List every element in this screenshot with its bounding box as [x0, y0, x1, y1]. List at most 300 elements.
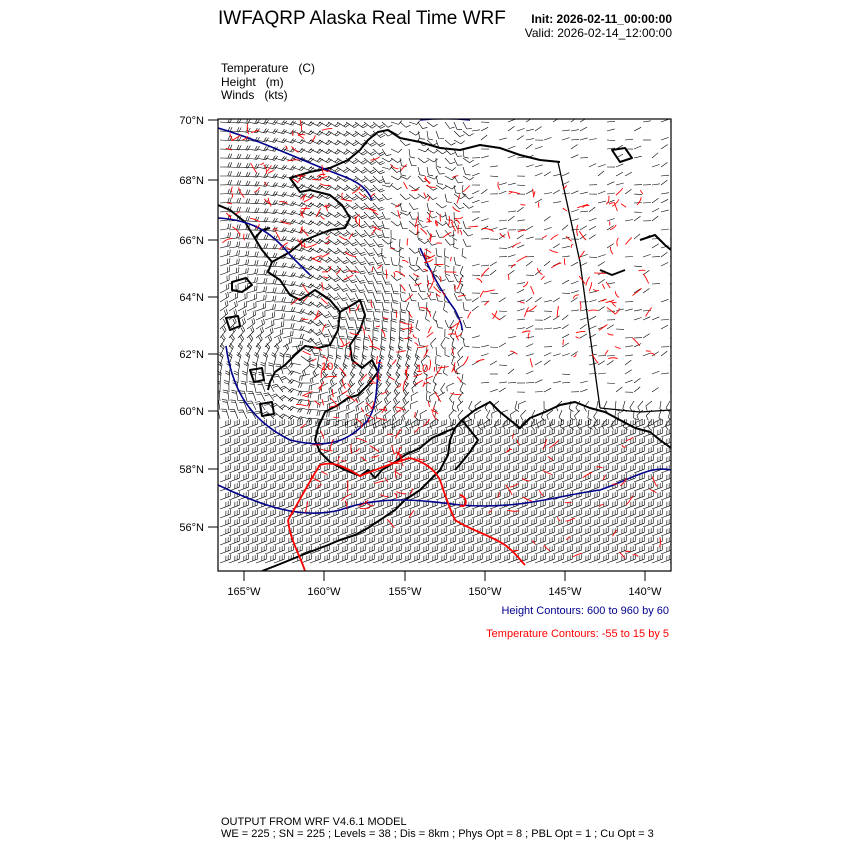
- wind-barb: [472, 361, 479, 365]
- wind-barb: [457, 401, 463, 411]
- wind-barb: [499, 311, 507, 312]
- wind-barb: [508, 352, 515, 356]
- wind-barb: [399, 257, 403, 267]
- wind-barb: [444, 248, 449, 258]
- temperature-contour-segment: [231, 187, 232, 192]
- wind-barb: [427, 122, 438, 127]
- wind-barb: [607, 121, 615, 122]
- wind-barb: [508, 216, 514, 221]
- wind-barb: [229, 301, 237, 311]
- temperature-contour-segment: [236, 212, 241, 214]
- temperature-contour-segment: [626, 237, 632, 244]
- wind-barb: [274, 305, 285, 311]
- wind-barb: [571, 352, 578, 357]
- lat-label: 56°N: [179, 522, 204, 534]
- temperature-contour-segment: [301, 206, 307, 216]
- wind-barb: [220, 198, 231, 204]
- temperature-contour-segment: [389, 377, 395, 381]
- wind-barb: [220, 428, 230, 437]
- temperature-contour-segment: [637, 197, 641, 205]
- lat-label: 58°N: [179, 464, 204, 476]
- wind-barb: [418, 158, 429, 163]
- temperature-contour-segment: [615, 308, 619, 314]
- wind-barb: [418, 302, 425, 311]
- wind-barb: [283, 331, 293, 339]
- wind-barb: [589, 218, 597, 221]
- temperature-contour-segment: [509, 192, 513, 194]
- wind-barb: [436, 320, 443, 328]
- wind-barb: [634, 318, 642, 321]
- temperature-contour-segment: [395, 468, 396, 478]
- temperature-contour-segment: [579, 251, 585, 259]
- wind-barb: [364, 257, 375, 265]
- temperature-contour-segment: [273, 229, 278, 230]
- wind-barb: [526, 118, 533, 122]
- wind-barb: [319, 329, 330, 337]
- wind-barb: [280, 395, 292, 401]
- wind-barb: [499, 256, 507, 257]
- wind-barb: [571, 210, 579, 213]
- wind-barb: [499, 228, 507, 230]
- wind-barb: [625, 220, 633, 222]
- temperature-contour-segment: [455, 217, 463, 219]
- wind-barb: [392, 419, 400, 430]
- wind-barb: [457, 356, 463, 366]
- wind-barb: [598, 171, 604, 176]
- wind-barb: [571, 281, 579, 284]
- wind-barb: [544, 193, 552, 195]
- temperature-contour-segment: [577, 225, 578, 236]
- height-contour-legend: Height Contours: 600 to 960 by 60: [501, 605, 669, 617]
- wind-barb: [508, 265, 516, 266]
- wind-barb: [553, 202, 561, 203]
- wind-barb: [355, 284, 365, 293]
- wind-barb: [661, 180, 667, 185]
- wind-barb: [373, 284, 382, 293]
- wind-barb: [336, 347, 341, 359]
- wind-barb: [562, 225, 568, 230]
- wind-barb: [544, 316, 551, 320]
- wind-barb: [458, 347, 463, 357]
- temperature-contour-segment: [513, 434, 514, 439]
- wind-barb: [661, 175, 669, 176]
- wind-barb: [220, 241, 231, 248]
- wind-barb: [382, 176, 390, 183]
- wind-barb: [508, 155, 515, 158]
- lon-label: 150°W: [468, 586, 502, 598]
- wind-barb: [462, 374, 466, 385]
- temperature-contour-segment: [311, 258, 321, 262]
- wind-barb: [589, 345, 597, 347]
- wind-barb: [580, 192, 588, 194]
- temperature-contour-segment: [427, 332, 434, 337]
- wind-barb: [418, 239, 429, 244]
- temperature-contour-segment: [522, 331, 530, 333]
- wind-barb: [427, 203, 434, 212]
- wind-barb: [544, 360, 550, 365]
- wind-barb: [220, 545, 230, 554]
- temperature-contour-segment: [619, 552, 625, 559]
- wind-barb: [472, 264, 480, 266]
- wind-barb: [607, 129, 615, 131]
- wind-barb: [301, 356, 313, 362]
- field-winds: Winds (kts): [221, 88, 288, 102]
- wind-barb: [634, 194, 642, 195]
- wind-barb: [526, 297, 532, 302]
- temperature-contour-segment: [383, 317, 388, 319]
- temperature-contour-segment: [244, 234, 245, 241]
- wind-barb: [220, 446, 230, 455]
- wind-barb: [589, 300, 597, 302]
- wind-barb: [220, 500, 230, 509]
- wind-barb: [310, 356, 315, 368]
- wind-barb: [625, 346, 633, 347]
- wind-barb: [499, 298, 506, 302]
- wind-barb: [544, 172, 551, 176]
- wind-barb: [472, 200, 480, 203]
- temperature-contour-segment: [588, 310, 597, 311]
- wind-barb: [445, 140, 456, 145]
- wind-barb: [382, 149, 391, 156]
- temperature-contour-segment: [260, 163, 264, 165]
- international-border: [558, 162, 671, 412]
- temperature-contour-segment: [326, 236, 330, 240]
- wind-barb: [519, 401, 526, 409]
- wind-barb: [391, 176, 402, 180]
- temperature-contour-segment: [508, 231, 510, 238]
- wind-barb: [373, 320, 379, 331]
- temperature-contour-segment: [402, 260, 408, 263]
- wind-barb: [265, 320, 274, 329]
- wind-barb: [661, 229, 669, 230]
- wind-barb: [526, 226, 533, 230]
- wind-barb: [580, 211, 588, 212]
- wind-barb: [309, 383, 319, 391]
- temperature-contour-segment: [434, 367, 435, 372]
- wind-barb: [634, 127, 641, 131]
- wind-barb: [481, 189, 487, 194]
- temperature-contour-segment: [480, 291, 484, 298]
- temperature-contour-segment: [387, 434, 393, 435]
- wind-barb: [499, 382, 507, 383]
- wind-barb: [652, 198, 659, 203]
- wind-barb: [220, 224, 231, 230]
- wind-barb: [247, 343, 252, 356]
- temperature-contour-legend: Temperature Contours: -55 to 15 by 5: [486, 628, 669, 640]
- wind-barb: [454, 122, 462, 129]
- wind-barb: [373, 266, 383, 275]
- temperature-contour-segment: [510, 483, 518, 487]
- temperature-contour-segment: [450, 257, 451, 261]
- wind-barb: [301, 275, 314, 279]
- wind-barb: [328, 320, 338, 329]
- wind-barb: [625, 380, 633, 383]
- wind-barb: [280, 386, 292, 392]
- wind-barb: [364, 248, 375, 256]
- wind-barb: [526, 165, 534, 167]
- wind-barb: [661, 262, 668, 266]
- wind-barb: [661, 193, 669, 194]
- wind-barb: [445, 194, 452, 203]
- wind-barb: [544, 353, 551, 356]
- wind-barb: [456, 365, 463, 374]
- wind-barb: [544, 281, 551, 284]
- wind-barb: [409, 212, 417, 219]
- wind-barb: [310, 320, 322, 326]
- wind-barb: [553, 354, 561, 356]
- wind-barb: [257, 382, 265, 392]
- wind-barb: [238, 301, 247, 311]
- wind-barb: [373, 149, 385, 156]
- temperature-contour-segment: [484, 290, 495, 292]
- wind-barb: [229, 309, 237, 320]
- wind-barb: [463, 230, 473, 236]
- wind-barb: [562, 315, 568, 320]
- wind-barb: [418, 293, 428, 300]
- wind-barb: [355, 311, 363, 321]
- wind-barb: [661, 325, 668, 329]
- wind-barb: [373, 275, 382, 284]
- temperature-contour-segment: [455, 285, 456, 290]
- temperature-contour-segment: [549, 250, 558, 253]
- wind-barb: [445, 329, 450, 339]
- wind-barb: [391, 212, 402, 216]
- wind-barb: [411, 392, 418, 401]
- temperature-contour-segment: [425, 376, 433, 379]
- temperature-contour-segment: [644, 274, 649, 284]
- wind-barb: [598, 279, 605, 284]
- wind-barb: [445, 347, 450, 357]
- temperature-contour-segment: [541, 276, 544, 280]
- wind-barb: [382, 311, 388, 322]
- wind-barb: [490, 176, 498, 177]
- wind-barb: [383, 419, 391, 430]
- wind-barb: [517, 185, 525, 186]
- wind-barb: [589, 139, 597, 141]
- wind-barb: [436, 131, 444, 139]
- wind-barb: [499, 343, 506, 347]
- wind-barb: [436, 257, 441, 267]
- wind-barb: [220, 267, 230, 276]
- wind-barb: [427, 383, 432, 393]
- temperature-contour-segment: [341, 342, 350, 347]
- wind-barb: [589, 226, 596, 230]
- wind-barb: [607, 325, 614, 329]
- wind-barb: [441, 338, 445, 349]
- wind-barb: [553, 118, 560, 122]
- wind-barb: [580, 138, 588, 140]
- temperature-contour-segment: [312, 180, 321, 181]
- temperature-contour-segment: [594, 273, 606, 274]
- temperature-contour-segment: [360, 507, 370, 508]
- temperature-contour-segment: [433, 414, 437, 420]
- temperature-contour-segment: [519, 302, 524, 304]
- wind-barb: [616, 164, 623, 167]
- wind-barb: [220, 300, 228, 311]
- temperature-contour-segment: [563, 208, 568, 211]
- wind-barb: [418, 212, 423, 222]
- wind-barb: [490, 389, 498, 392]
- wind-barb: [598, 164, 606, 167]
- wind-barb: [481, 265, 489, 266]
- wind-barb: [256, 286, 267, 293]
- wind-barb: [607, 219, 615, 222]
- wind-barb: [346, 311, 355, 320]
- temperature-contour-segment: [438, 366, 449, 368]
- wind-barb: [373, 167, 385, 174]
- wind-barb: [256, 295, 266, 302]
- wind-barb: [604, 401, 608, 412]
- temperature-contour-segment: [323, 324, 326, 331]
- wind-barb: [388, 347, 393, 360]
- wind-barb: [562, 138, 570, 140]
- wind-barb: [418, 131, 425, 139]
- wind-barb: [391, 257, 398, 266]
- wind-barb: [418, 230, 423, 240]
- temperature-contour-segment: [428, 327, 431, 334]
- wind-barb: [263, 393, 274, 401]
- wind-barb: [373, 302, 381, 312]
- wind-barb: [517, 309, 525, 311]
- temperature-contour-segment: [563, 340, 564, 345]
- wind-barb: [490, 293, 498, 294]
- temperature-contour-segment: [339, 236, 347, 240]
- temperature-contour-segment: [593, 290, 599, 291]
- wind-barb: [598, 255, 606, 258]
- wind-barb: [508, 369, 514, 374]
- wind-barb: [535, 297, 542, 302]
- wind-barb: [588, 410, 592, 420]
- wind-barb: [220, 284, 229, 294]
- temperature-contour-segment: [439, 276, 441, 282]
- model-version: OUTPUT FROM WRF V4.6.1 MODEL: [221, 816, 407, 828]
- wind-barb: [400, 221, 408, 229]
- wind-barb: [230, 410, 239, 419]
- wind-barb: [391, 293, 398, 303]
- temperature-contour-segment: [409, 312, 412, 317]
- wind-barb: [220, 527, 230, 536]
- wind-barb: [373, 293, 381, 303]
- model-config: WE = 225 ; SN = 225 ; Levels = 38 ; Dis = 8km ; Phys Opt = 8 ; PBL Opt = 1 ; Cu Opt = 3: [221, 828, 654, 840]
- wind-barb: [661, 162, 668, 167]
- temperature-contour-segment: [455, 331, 458, 341]
- wind-barb: [247, 269, 258, 276]
- temperature-contours: [222, 120, 660, 558]
- wind-barb: [213, 409, 220, 419]
- wind-barb: [607, 283, 615, 284]
- wind-barb: [553, 174, 561, 176]
- wind-barb: [472, 191, 479, 194]
- wind-barb: [416, 320, 420, 331]
- wind-barb: [544, 227, 552, 230]
- temperature-contour-segment: [321, 471, 327, 475]
- wind-barb: [535, 127, 542, 132]
- wind-barb: [643, 317, 650, 320]
- lat-label: 68°N: [179, 175, 204, 187]
- temperature-contour-segment: [476, 360, 484, 363]
- wind-barb: [616, 387, 622, 392]
- wind-barb: [431, 338, 437, 348]
- wind-barb: [436, 365, 442, 374]
- temperature-contour-segment: [524, 307, 528, 317]
- temperature-contour-segment: [608, 358, 617, 359]
- temperature-contour-segment: [605, 350, 608, 355]
- wind-barb: [391, 230, 396, 240]
- temperature-contour-segment: [468, 312, 471, 319]
- temperature-contour-segment: [413, 273, 419, 276]
- wind-barb: [661, 119, 669, 122]
- wind-barb: [249, 382, 256, 392]
- wind-barb: [526, 129, 534, 131]
- wind-barb: [429, 392, 436, 401]
- wind-barb: [280, 376, 292, 383]
- lat-label: 64°N: [179, 292, 204, 304]
- wind-barb: [220, 464, 230, 473]
- wind-barb: [526, 237, 534, 239]
- wind-barb: [463, 320, 471, 327]
- temperature-contour-segment: [448, 216, 449, 226]
- temperature-contour-segment: [646, 308, 652, 317]
- wind-barb: [625, 257, 633, 258]
- wind-barb: [580, 389, 588, 392]
- wind-barb: [625, 360, 631, 365]
- wind-barb: [490, 361, 497, 365]
- temperature-contour-segment: [469, 226, 479, 227]
- wind-barb: [444, 302, 448, 313]
- wind-barb: [238, 251, 249, 257]
- wind-barb: [463, 239, 471, 246]
- wind-barb: [517, 328, 525, 329]
- wind-barb: [575, 410, 581, 420]
- wind-barb: [508, 270, 514, 275]
- wind-barb: [463, 194, 474, 199]
- wind-barb: [535, 361, 542, 365]
- wind-barb: [364, 284, 374, 293]
- wind-barb: [454, 140, 465, 144]
- temperature-contour-segment: [372, 267, 373, 271]
- wind-barb: [238, 268, 248, 275]
- wind-barb: [220, 232, 231, 239]
- wind-barb: [598, 361, 605, 365]
- wind-barb: [607, 360, 614, 365]
- temperature-contour-segment: [543, 439, 546, 449]
- temperature-contour-segment: [370, 157, 380, 161]
- wind-barb: [616, 309, 624, 311]
- wind-barb: [301, 302, 314, 307]
- wind-barb: [238, 259, 249, 266]
- wind-barb: [508, 146, 515, 149]
- temperature-contour-segment: [321, 216, 325, 219]
- wind-barb: [625, 355, 633, 356]
- wind-barb: [382, 194, 392, 200]
- temperature-contour-segment: [371, 301, 372, 309]
- temperature-contour-segment: [394, 493, 396, 498]
- wind-barb: [517, 245, 524, 248]
- wind-barb: [544, 300, 552, 302]
- temperature-contour-segment: [481, 268, 489, 277]
- temperature-contour-segment: [403, 182, 407, 189]
- temperature-contour-segment: [298, 135, 305, 136]
- wind-barb: [661, 299, 669, 302]
- temperature-contour-segment: [608, 333, 614, 335]
- wind-barb: [535, 146, 543, 149]
- wind-barb: [544, 388, 551, 392]
- wind-barb: [220, 275, 229, 284]
- wind-barb: [598, 307, 605, 312]
- temperature-contour-segment: [612, 303, 615, 306]
- temperature-contour-segment: [401, 285, 406, 291]
- temperature-contour-segment: [626, 496, 633, 505]
